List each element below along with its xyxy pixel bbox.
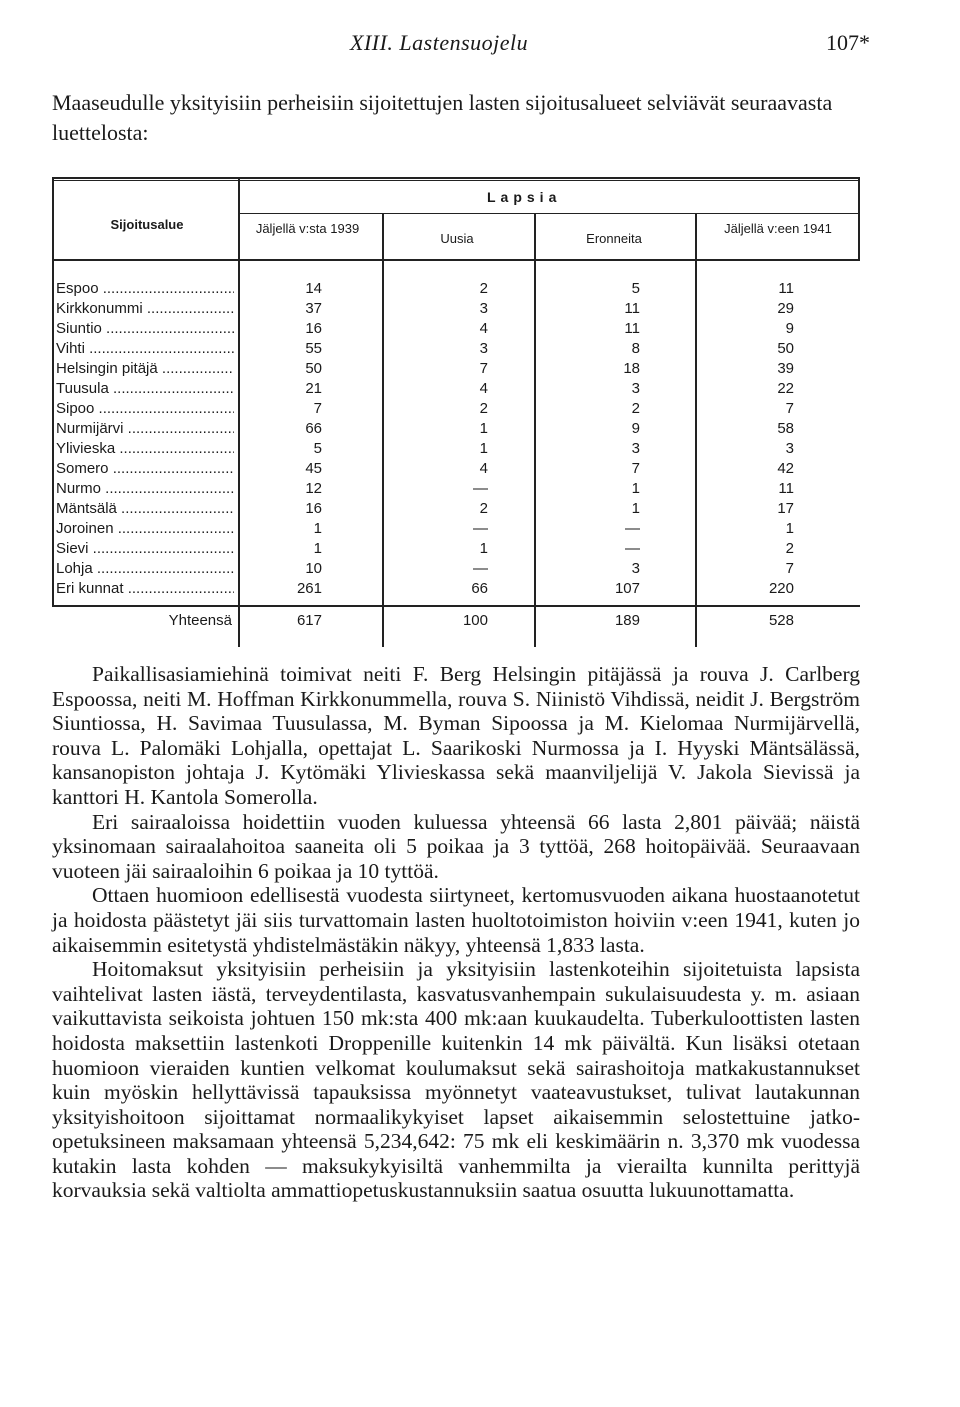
row-new: 3 bbox=[479, 300, 488, 317]
row-departed: 2 bbox=[631, 400, 640, 417]
row-area: Eri kunnat ..... bbox=[56, 580, 234, 597]
row-departed: 1 bbox=[631, 500, 640, 517]
row-1939: 21 bbox=[305, 380, 322, 397]
row-1939: 55 bbox=[305, 340, 322, 357]
row-1939: 7 bbox=[313, 400, 322, 417]
table-row bbox=[52, 579, 860, 599]
row-area: Tuusula ..... bbox=[56, 380, 234, 397]
row-area: Somero ..... bbox=[56, 460, 234, 477]
row-1939: 14 bbox=[305, 280, 322, 297]
total-label: Yhteensä bbox=[168, 612, 232, 629]
table-row bbox=[52, 299, 860, 319]
row-departed: 3 bbox=[631, 380, 640, 397]
row-1939: 16 bbox=[305, 500, 322, 517]
row-1939: 50 bbox=[305, 360, 322, 377]
row-1939: 1 bbox=[313, 540, 322, 557]
table-top-rule bbox=[52, 177, 860, 179]
row-departed: 107 bbox=[614, 580, 640, 597]
total-rule bbox=[52, 605, 860, 607]
table-row bbox=[52, 319, 860, 339]
row-departed: 5 bbox=[631, 280, 640, 297]
row-1941: 2 bbox=[785, 540, 794, 557]
table-row bbox=[52, 279, 860, 299]
running-header bbox=[50, 30, 870, 60]
table-row bbox=[52, 519, 860, 539]
paragraph-hospitals: Eri sairaaloissa hoidettiin vuoden kuluessa yhteensä 66 lasta 2,801 päivää; näistä yksinomaan sairaalahoitoa saaneita oli 5 poikaa ja 3 tyttöä, 268 hoitopäivää. Seuraavaan vuoteen jäi sairaaloihin 6 poikaa ja 10 tyttöä. bbox=[52, 809, 860, 883]
row-1941: 7 bbox=[785, 400, 794, 417]
row-departed: 9 bbox=[631, 420, 640, 437]
table-right-border bbox=[858, 177, 860, 259]
paragraph-fees: Hoitomaksut yksityisiin perheisiin ja yksityisiin lastenkoteihin sijoitetuista lapsista vaihtelivat lasten iästä, terveydentilasta, kasvatusvanhempain sukulaisuudesta y. m. asiaan vaikuttavista seikoista johtuen 150 mk:sta 400 mk:aan kuukaudelta. Tuberkuloottisten lasten hoidosta maksettiin lastenkoti Droppenille kuitenkin 14 mk päivältä. Kun lisäksi otetaan huomioon vieraiden kuntien velkomat koulumaksut sekä sairashoitoja matkakustannukset kuin myöskin hellyttävissä tapauksissa myönnetyt vaateavustukset, tulivat lautakunnan yksityishoitoon sijoittamat normaalikykyiset lapset aikaisemmin selostettuine jatko-opetuksineen maksamaan yhteensä 5,234,642: 75 mk eli keskimäärin n. 3,370 mk vuodessa kutakin lasta kohden — maksukykyisiltä vanhemmilta ja vierailta kunnilta perittyjä korvauksia sekä valtiolta ammattiopetuskustannuksiin saatua osuutta lukuunottamatta. bbox=[52, 957, 860, 1203]
row-new: 3 bbox=[479, 340, 488, 357]
table-row bbox=[52, 539, 860, 559]
row-new: 1 bbox=[479, 540, 488, 557]
table-left-border bbox=[52, 177, 54, 259]
table-row bbox=[52, 459, 860, 479]
row-departed: 3 bbox=[631, 440, 640, 457]
row-departed: 3 bbox=[631, 560, 640, 577]
row-area: Mäntsälä ..... bbox=[56, 500, 234, 517]
row-1941: 22 bbox=[777, 380, 794, 397]
row-1939: 66 bbox=[305, 420, 322, 437]
table-row bbox=[52, 339, 860, 359]
paragraph-agents: Paikallisasiamiehinä toimivat neiti F. Berg Helsingin pitäjässä ja rouva J. Carlberg Espoossa, neiti M. Hoffman Kirkkonummella, rouva S. Niinistö Vihdissä, neidit J. Bergström Siuntiossa, H. Savimaa Tuusulassa, M. Byman Sipoossa ja M. Kielomaa Nurmijärvellä, rouva L. Palomäki Lohjalla, opettajat L. Saarikoski Nurmossa ja I. Hyyski Mäntsälässä, kansanopiston johtaja J. Kytömäki Ylivieskassa sekä maanviljelijä V. Jakola Sievissä ja kanttori H. Kantola Somerolla. bbox=[52, 662, 860, 809]
row-departed: 1 bbox=[631, 480, 640, 497]
row-departed: 18 bbox=[623, 360, 640, 377]
row-1939: 12 bbox=[305, 480, 322, 497]
row-1939: 37 bbox=[305, 300, 322, 317]
row-departed: 11 bbox=[624, 320, 640, 337]
row-new: 4 bbox=[479, 460, 488, 477]
group-rule bbox=[238, 213, 860, 214]
row-1939: 10 bbox=[305, 560, 322, 577]
row-new: 4 bbox=[479, 380, 488, 397]
table-top-rule-2 bbox=[52, 180, 860, 181]
row-area: Ylivieska ..... bbox=[56, 440, 234, 457]
row-1939: 5 bbox=[313, 440, 322, 457]
table-row bbox=[52, 379, 860, 399]
row-1941: 58 bbox=[777, 420, 794, 437]
row-area: Sipoo ..... bbox=[56, 400, 234, 417]
table-row bbox=[52, 439, 860, 459]
row-departed: — bbox=[625, 520, 640, 537]
row-departed: — bbox=[625, 540, 640, 557]
table-row bbox=[52, 559, 860, 579]
row-1941: 11 bbox=[778, 280, 794, 297]
row-1939: 45 bbox=[305, 460, 322, 477]
total-departed: 189 bbox=[614, 612, 640, 629]
row-area: Joroinen ..... bbox=[56, 520, 234, 537]
row-departed: 7 bbox=[631, 460, 640, 477]
row-1941: 11 bbox=[778, 480, 794, 497]
row-departed: 8 bbox=[631, 340, 640, 357]
row-1941: 39 bbox=[777, 360, 794, 377]
row-1941: 1 bbox=[785, 520, 794, 537]
table-body bbox=[52, 279, 860, 599]
row-1939: 16 bbox=[305, 320, 322, 337]
placement-table bbox=[52, 177, 860, 647]
row-new: 2 bbox=[479, 400, 488, 417]
table-row bbox=[52, 399, 860, 419]
total-1941: 528 bbox=[768, 612, 794, 629]
row-new: 2 bbox=[479, 280, 488, 297]
row-new: — bbox=[473, 480, 488, 497]
row-new: 4 bbox=[479, 320, 488, 337]
row-1941: 50 bbox=[777, 340, 794, 357]
row-area: Vihti ..... bbox=[56, 340, 234, 357]
row-new: 66 bbox=[471, 580, 488, 597]
row-new: 2 bbox=[479, 500, 488, 517]
table-row bbox=[52, 419, 860, 439]
row-new: — bbox=[473, 560, 488, 577]
row-area: Nurmo ..... bbox=[56, 480, 234, 497]
row-area: Nurmijärvi ..... bbox=[56, 420, 234, 437]
total-row bbox=[52, 611, 860, 633]
row-1941: 3 bbox=[785, 440, 794, 457]
row-1941: 29 bbox=[777, 300, 794, 317]
row-area: Siuntio ..... bbox=[56, 320, 234, 337]
row-area: Espoo ..... bbox=[56, 280, 234, 297]
header-new: Uusia bbox=[440, 231, 474, 246]
row-new: — bbox=[473, 520, 488, 537]
header-remaining-1941: Jäljellä v:een 1941 bbox=[724, 221, 832, 236]
row-new: 1 bbox=[479, 440, 488, 457]
group-header: Lapsia bbox=[487, 189, 562, 205]
row-area: Kirkkonummi ..... bbox=[56, 300, 234, 317]
row-1941: 17 bbox=[777, 500, 794, 517]
header-bottom-rule bbox=[52, 259, 860, 261]
row-departed: 11 bbox=[624, 300, 640, 317]
row-new: 1 bbox=[479, 420, 488, 437]
chapter-title: XIII. Lastensuojelu bbox=[350, 30, 529, 55]
row-1939: 261 bbox=[296, 580, 322, 597]
row-1941: 7 bbox=[785, 560, 794, 577]
row-1939: 1 bbox=[313, 520, 322, 537]
row-1941: 9 bbox=[785, 320, 794, 337]
total-1939: 617 bbox=[296, 612, 322, 629]
header-remaining-1939: Jäljellä v:sta 1939 bbox=[255, 221, 360, 236]
header-departed: Eronneita bbox=[586, 231, 642, 246]
header-area: Sijoitusalue bbox=[110, 217, 184, 232]
row-1941: 42 bbox=[777, 460, 794, 477]
table-row bbox=[52, 499, 860, 519]
row-area: Helsingin pitäjä ..... bbox=[56, 360, 234, 377]
row-area: Sievi ..... bbox=[56, 540, 234, 557]
table-row bbox=[52, 479, 860, 499]
total-new: 100 bbox=[462, 612, 488, 629]
body-text bbox=[52, 662, 860, 1203]
row-new: 7 bbox=[479, 360, 488, 377]
row-area: Lohja ..... bbox=[56, 560, 234, 577]
paragraph-totals: Ottaen huomioon edellisestä vuodesta siirtyneet, kertomusvuoden aikana huostaanotetut ja hoidosta päästetyt jäi siis turvattomain lasten huoltotoimiston hoiviin v:een 1941, kuten jo aikaisemmin esitetystä yhdistelmästäkin näkyy, yhteensä 1,833 lasta. bbox=[52, 883, 860, 957]
row-1941: 220 bbox=[768, 580, 794, 597]
page-number: 107* bbox=[826, 30, 870, 55]
table-row bbox=[52, 359, 860, 379]
intro-paragraph: Maaseudulle yksityisiin perheisiin sijoitettujen lasten sijoitusalueet selviävät seuraavasta luettelosta: bbox=[52, 90, 833, 145]
